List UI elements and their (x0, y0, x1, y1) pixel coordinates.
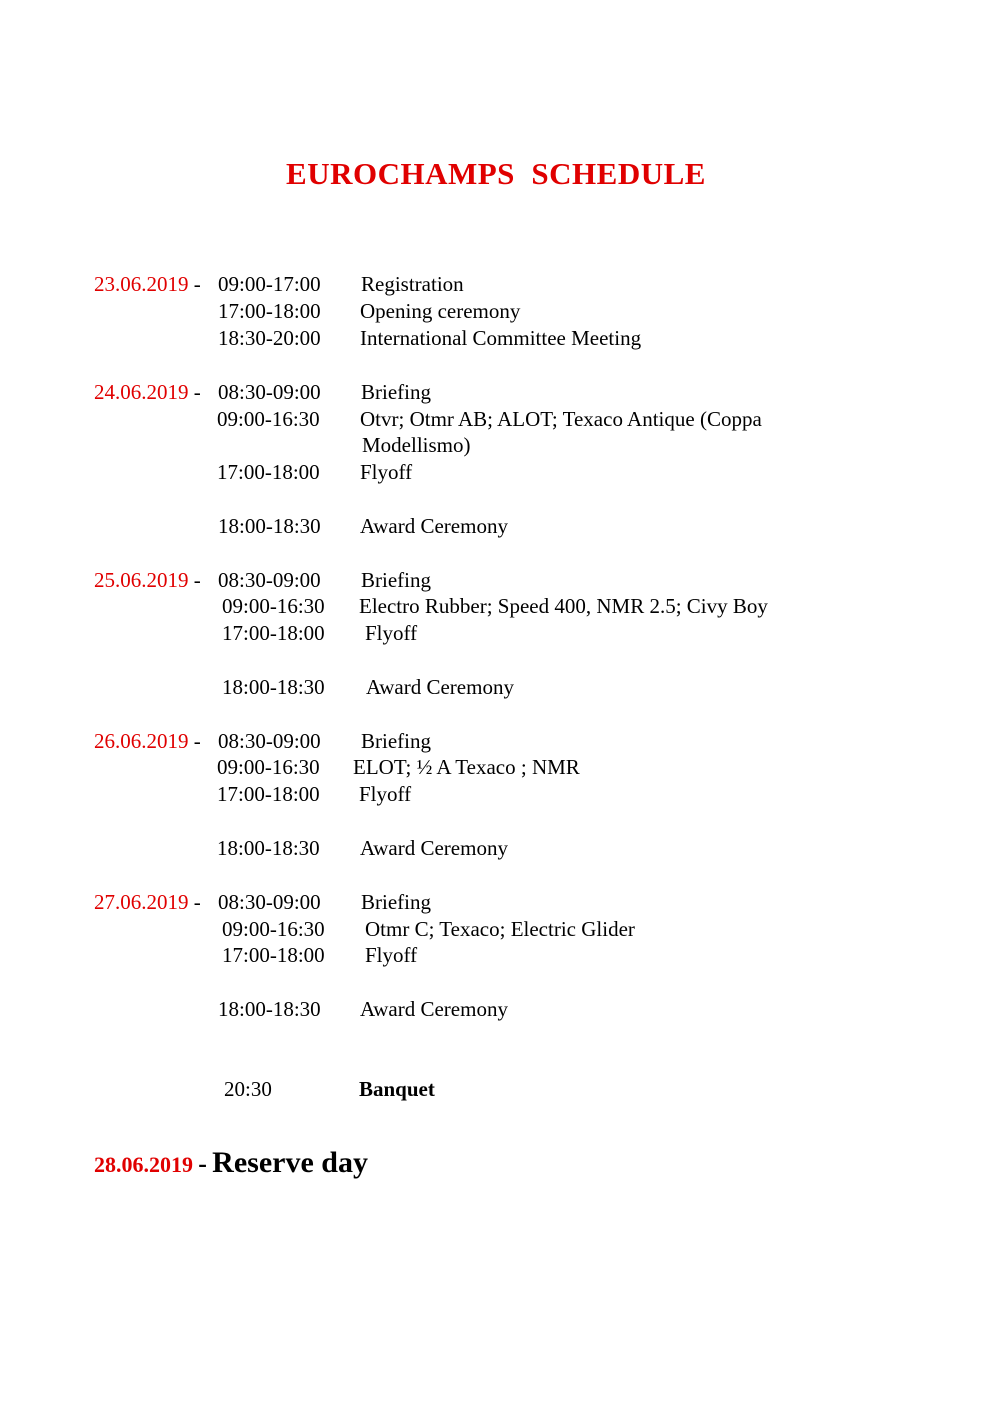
date-separator: - (188, 890, 206, 914)
date-separator: - (188, 729, 206, 753)
event-time: 09:00-16:30 (222, 594, 325, 618)
event-time: 17:00-18:00 (218, 299, 321, 323)
day-date: 26.06.2019 (94, 729, 189, 753)
schedule-row (94, 728, 206, 754)
reserve-separator: - (198, 1149, 207, 1178)
schedule-row (94, 889, 206, 915)
event-label: Award Ceremony (360, 514, 508, 538)
day-date: 23.06.2019 (94, 272, 189, 296)
event-time: 18:00-18:30 (218, 997, 321, 1021)
event-time: 18:00-18:30 (217, 836, 320, 860)
event-label: Flyoff (359, 782, 412, 806)
banquet-label: Banquet (359, 1077, 435, 1101)
event-time: 18:00-18:30 (222, 675, 325, 699)
event-label: Award Ceremony (366, 675, 514, 699)
event-label: ELOT; ½ A Texaco ; NMR (353, 755, 580, 779)
event-label: Electro Rubber; Speed 400, NMR 2.5; Civy Boy (359, 594, 768, 618)
reserve-day-row (94, 1146, 368, 1182)
day-date: 24.06.2019 (94, 380, 189, 404)
event-label: Award Ceremony (360, 836, 508, 860)
event-label: International Committee Meeting (360, 326, 642, 350)
event-label: Otvr; Otmr AB; ALOT; Texaco Antique (Coppa (360, 407, 762, 431)
event-time: 08:30-09:00 (218, 568, 321, 592)
event-time: 20:30 (224, 1077, 272, 1101)
event-label: Opening ceremony (360, 299, 521, 323)
date-separator: - (188, 568, 206, 592)
event-label: Award Ceremony (360, 997, 508, 1021)
event-time: 18:00-18:30 (218, 514, 321, 538)
event-time: 18:30-20:00 (218, 326, 321, 350)
reserve-label: Reserve day (212, 1146, 368, 1179)
event-label: Registration (361, 272, 464, 296)
reserve-date: 28.06.2019 (94, 1152, 193, 1177)
event-label: Flyoff (360, 460, 413, 484)
event-label: Otmr C; Texaco; Electric Glider (365, 917, 635, 941)
date-separator: - (188, 380, 206, 404)
page-title: EUROCHAMPS SCHEDULE (286, 156, 706, 191)
day-date: 27.06.2019 (94, 890, 189, 914)
schedule-row (94, 567, 206, 593)
event-label-continuation: Modellismo) (362, 433, 471, 457)
event-time: 17:00-18:00 (222, 943, 325, 967)
event-time: 17:00-18:00 (222, 621, 325, 645)
event-time: 17:00-18:00 (217, 460, 320, 484)
event-time: 09:00-16:30 (222, 917, 325, 941)
event-time: 09:00-16:30 (217, 755, 320, 779)
event-label: Briefing (361, 568, 431, 592)
event-time: 08:30-09:00 (218, 380, 321, 404)
event-label: Briefing (361, 729, 431, 753)
event-label: Briefing (361, 380, 431, 404)
date-separator: - (188, 272, 206, 296)
event-time: 09:00-16:30 (217, 407, 320, 431)
event-time: 09:00-17:00 (218, 272, 321, 296)
event-time: 08:30-09:00 (218, 729, 321, 753)
schedule-row (94, 271, 206, 297)
event-label: Flyoff (365, 621, 418, 645)
event-time: 17:00-18:00 (217, 782, 320, 806)
event-label: Briefing (361, 890, 431, 914)
event-label: Flyoff (365, 943, 418, 967)
day-date: 25.06.2019 (94, 568, 189, 592)
schedule-row (94, 379, 206, 405)
event-time: 08:30-09:00 (218, 890, 321, 914)
